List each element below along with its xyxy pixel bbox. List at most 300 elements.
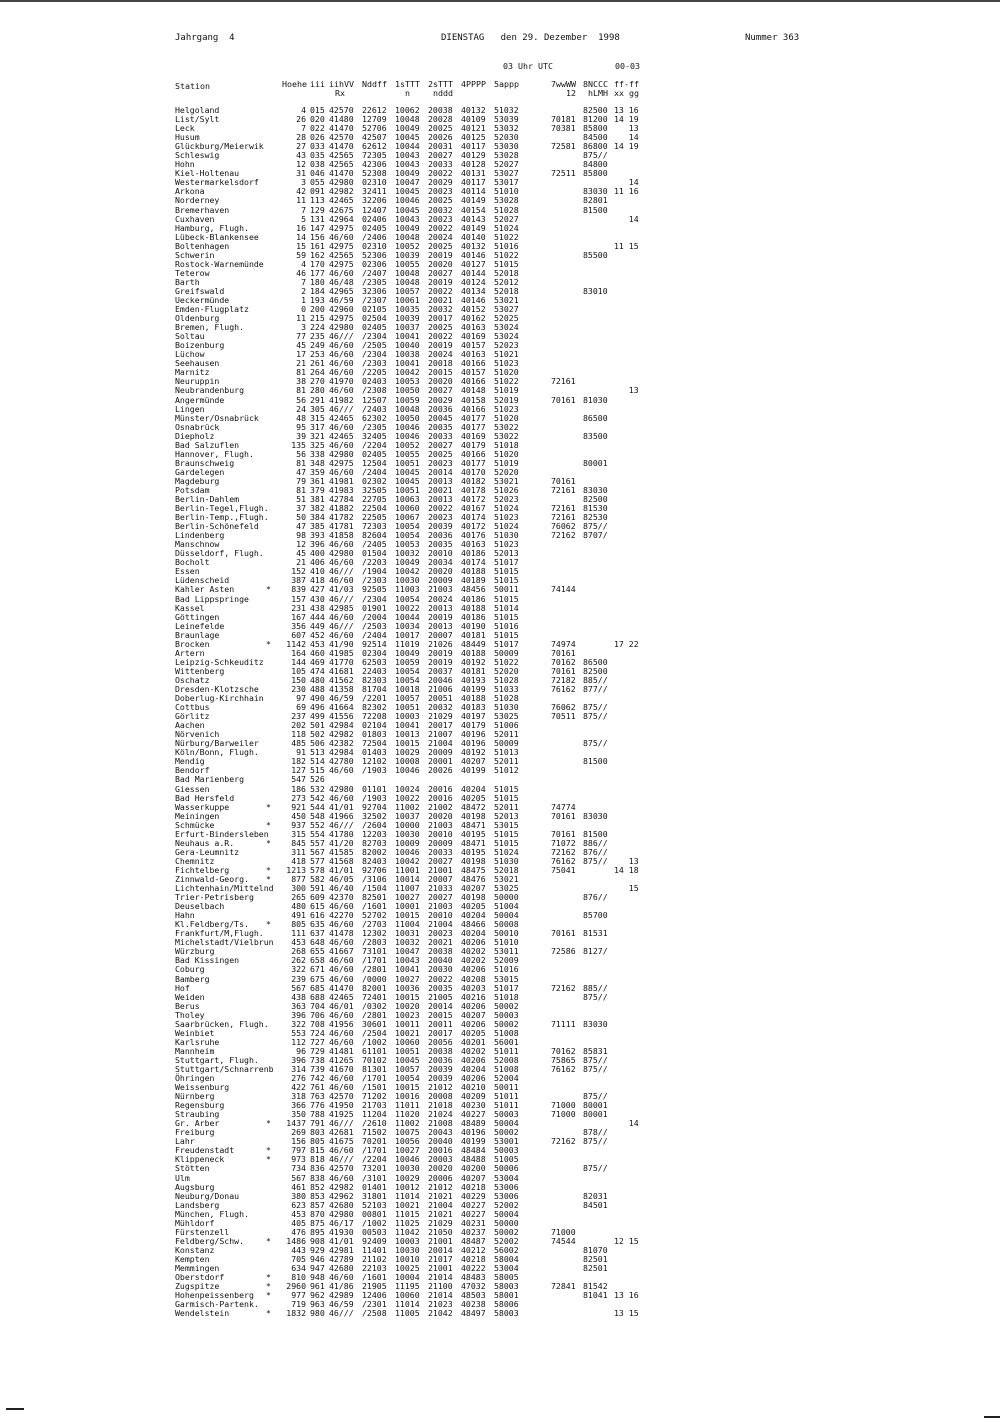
dewpoint-group: 20025 (428, 123, 453, 134)
pressure-group: 40207 (461, 1009, 486, 1020)
iihvv-group: 41982 (329, 394, 354, 405)
temperature-group: 10021 (395, 1027, 420, 1038)
cloud-group: 878// (583, 1127, 608, 1138)
gust-group: 14 19 (614, 114, 639, 125)
station-index: 224 (310, 322, 325, 333)
nddff-group: /2404 (362, 466, 387, 477)
station-name: Bad Hersfeld (175, 792, 235, 803)
pressure-group: 40170 (461, 466, 486, 477)
temperature-group: 10050 (395, 385, 420, 396)
station-index: 727 (310, 1036, 325, 1047)
station-name: Lahr (175, 1136, 195, 1147)
tendency-group: 51024 (494, 846, 519, 857)
tendency-group: 50011 (494, 584, 519, 595)
station-index: 305 (310, 403, 325, 414)
station-index: 444 (310, 611, 325, 622)
pressure-group: 40196 (461, 738, 486, 749)
col-4pppp: 4PPPP (461, 79, 486, 89)
iihvv-group: 42789 (329, 1253, 354, 1264)
tendency-group: 53028 (494, 195, 519, 206)
weather-group: 72161 (551, 484, 576, 495)
pressure-group: 40192 (461, 747, 486, 758)
station-name: Lichtenhain/Mittelnd (175, 883, 274, 894)
temperature-group: 10045 (395, 466, 420, 477)
temperature-group: 10054 (395, 593, 420, 604)
dewpoint-group: 20001 (428, 756, 453, 767)
station-name: Wendelstein (175, 1308, 230, 1319)
station-name: Hahn (175, 910, 195, 921)
temperature-group: 10001 (395, 901, 420, 912)
station-index: 449 (310, 620, 325, 631)
dewpoint-group: 21014 (428, 1290, 453, 1301)
pressure-group: 40154 (461, 204, 486, 215)
tendency-group: 51010 (494, 937, 519, 948)
cloud-group: 85800 (583, 168, 608, 179)
elevation: 51 (296, 494, 306, 505)
pressure-group: 40218 (461, 1181, 486, 1192)
station-index: 929 (310, 1244, 325, 1255)
iihvv-group: 42465 (329, 195, 354, 206)
station-index: 557 (310, 837, 325, 848)
temperature-group: 10014 (395, 873, 420, 884)
nddff-group: 01803 (362, 729, 387, 740)
elevation: 4 (301, 258, 306, 269)
mountain-marker: * (266, 584, 271, 595)
station-index: 761 (310, 1082, 325, 1093)
col-5appp: 5appp (494, 79, 519, 89)
station-index: 739 (310, 1063, 325, 1074)
dewpoint-group: 20019 (428, 611, 453, 622)
dewpoint-group: 20038 (428, 1045, 453, 1056)
nddff-group: 73101 (362, 946, 387, 957)
dewpoint-group: 20038 (428, 946, 453, 957)
cloud-group: 83010 (583, 285, 608, 296)
tendency-group: 51018 (494, 439, 519, 450)
pressure-group: 48489 (461, 1118, 486, 1129)
iihvv-group: 41562 (329, 674, 354, 685)
dewpoint-group: 21023 (428, 1299, 453, 1310)
nddff-group: /2801 (362, 1009, 387, 1020)
temperature-group: 10029 (395, 747, 420, 758)
station-index: 499 (310, 711, 325, 722)
dewpoint-group: 21003 (428, 819, 453, 830)
gust-group: 14 18 (614, 864, 639, 875)
station-name: Stuttgart, Flugh. (175, 1054, 259, 1065)
station-name: Berlin-Temp.,Flugh. (175, 512, 269, 523)
dewpoint-group: 21008 (428, 1118, 453, 1129)
temperature-group: 10003 (395, 1235, 420, 1246)
pressure-group: 40231 (461, 1217, 486, 1228)
weather-group: 72581 (551, 141, 576, 152)
tendency-group: 51015 (494, 783, 519, 794)
station-index: 193 (310, 294, 325, 305)
iihvv-group: 46/// (329, 593, 354, 604)
nddff-group: 72401 (362, 991, 387, 1002)
temperature-group: 10015 (395, 738, 420, 749)
station-name: Freiburg (175, 1127, 215, 1138)
station-index: 870 (310, 1208, 325, 1219)
cloud-group: 85500 (583, 249, 608, 260)
elevation: 1437 (286, 1118, 306, 1129)
dewpoint-group: 20039 (428, 1073, 453, 1084)
weather-group: 72841 (551, 1281, 576, 1292)
elevation: 15 (296, 240, 306, 251)
elevation: 69 (296, 702, 306, 713)
nddff-group: 92514 (362, 638, 387, 649)
tendency-group: 51033 (494, 684, 519, 694)
station-index: 704 (310, 1000, 325, 1011)
iihvv-group: 46/60 (329, 1272, 354, 1283)
temperature-group: 10031 (395, 928, 420, 939)
tendency-group: 51023 (494, 358, 519, 369)
tendency-group: 51019 (494, 385, 519, 396)
dewpoint-group: 21021 (428, 1208, 453, 1219)
elevation: 7 (301, 204, 306, 215)
dewpoint-group: 20026 (428, 765, 453, 776)
station-index: 685 (310, 982, 325, 993)
station-name: Düsseldorf, Flugh. (175, 548, 264, 559)
temperature-group: 10044 (395, 611, 420, 622)
temperature-group: 10024 (395, 783, 420, 794)
tendency-group: 52020 (494, 466, 519, 477)
station-index: 317 (310, 421, 325, 432)
nddff-group: 31801 (362, 1190, 387, 1201)
gust-group: 12 15 (614, 1235, 639, 1246)
elevation: 1213 (286, 864, 306, 875)
dewpoint-group: 20016 (428, 1145, 453, 1156)
station-index: 488 (310, 684, 325, 694)
tendency-group: 51011 (494, 1100, 519, 1111)
tendency-group: 53001 (494, 1136, 519, 1147)
dewpoint-group: 20019 (428, 656, 453, 667)
pressure-group: 40132 (461, 105, 486, 115)
station-index: 400 (310, 548, 325, 559)
station-name: Bremen, Flugh. (175, 322, 245, 333)
weather-group: 70161 (551, 828, 576, 839)
dewpoint-group: 20027 (428, 267, 453, 278)
station-index: 616 (310, 910, 325, 921)
station-index: 026 (310, 132, 325, 143)
col-1sttt: 1sTTT (395, 79, 420, 89)
station-name: Wasserkuppe (175, 801, 230, 812)
temperature-group: 10045 (395, 475, 420, 486)
elevation: 314 (291, 1063, 306, 1074)
station-index: 020 (310, 114, 325, 125)
tendency-group: 51032 (494, 105, 519, 115)
weather-group: 76162 (551, 684, 576, 694)
dewpoint-group: 20024 (428, 593, 453, 604)
dewpoint-group: 20027 (428, 855, 453, 866)
dewpoint-group: 20021 (428, 484, 453, 495)
iihvv-group: 46/48 (329, 276, 354, 287)
pressure-group: 40202 (461, 955, 486, 966)
iihvv-group: 41670 (329, 1063, 354, 1074)
dewpoint-group: 20007 (428, 873, 453, 884)
station-name: Michelstadt/Vielbrun (175, 937, 274, 948)
tendency-group: 51020 (494, 367, 519, 378)
elevation: 318 (291, 1091, 306, 1102)
station-index: 249 (310, 340, 325, 351)
nddff-group: 00503 (362, 1226, 387, 1237)
cloud-group: 85700 (583, 910, 608, 921)
issue-number: Nummer 363 (745, 33, 800, 43)
station-index: 501 (310, 720, 325, 731)
station-index: 963 (310, 1299, 325, 1310)
iihvv-group: 42982 (329, 729, 354, 740)
cloud-group: 85800 (583, 123, 608, 134)
tendency-group: 51030 (494, 530, 519, 541)
dewpoint-group: 20027 (428, 150, 453, 161)
tendency-group: 56002 (494, 1244, 519, 1255)
dewpoint-group: 20017 (428, 1027, 453, 1038)
cloud-group: 83500 (583, 430, 608, 441)
dewpoint-group: 20014 (428, 466, 453, 477)
pressure-group: 48471 (461, 837, 486, 848)
tendency-group: 52030 (494, 132, 519, 143)
weather-group: 70161 (551, 394, 576, 405)
pressure-group: 48456 (461, 584, 486, 595)
station-name: Magdeburg (175, 475, 220, 486)
nddff-group: /2405 (362, 539, 387, 550)
iihvv-group: 42980 (329, 783, 354, 794)
tendency-group: 52004 (494, 1073, 519, 1084)
iihvv-group: 42370 (329, 892, 354, 903)
tendency-group: 53024 (494, 331, 519, 342)
tendency-group: 53021 (494, 475, 519, 486)
iihvv-group: 46/// (329, 1154, 354, 1165)
elevation: 418 (291, 855, 306, 866)
elevation: 12 (296, 159, 306, 170)
gust-group: 13 16 (614, 105, 639, 115)
elevation: 491 (291, 910, 306, 921)
station-name: Angermünde (175, 394, 225, 405)
pressure-group: 40158 (461, 394, 486, 405)
nddff-group: 70102 (362, 1054, 387, 1065)
cloud-group: 875// (583, 1091, 608, 1102)
temperature-group: 10054 (395, 521, 420, 532)
iihvv-group: 46/60 (329, 1036, 354, 1047)
tendency-group: 53030 (494, 141, 519, 152)
weather-group: 74544 (551, 1235, 576, 1246)
dewpoint-group: 20039 (428, 1063, 453, 1074)
nddff-group: 62302 (362, 412, 387, 423)
elevation: 453 (291, 937, 306, 948)
tendency-group: 52009 (494, 955, 519, 966)
elevation: 7 (301, 276, 306, 287)
nddff-group: /2801 (362, 964, 387, 975)
station-name: Dresden-Klotzsche (175, 684, 259, 694)
dewpoint-group: 20014 (428, 1000, 453, 1011)
temperature-group: 10049 (395, 222, 420, 233)
elevation: 97 (296, 693, 306, 704)
nddff-group: 30601 (362, 1018, 387, 1029)
station-name: Nürnberg (175, 1091, 215, 1102)
station-index: 055 (310, 177, 325, 188)
iihvv-group: 46/// (329, 566, 354, 577)
tendency-group: 53006 (494, 1190, 519, 1201)
station-index: 022 (310, 123, 325, 134)
nddff-group: 92704 (362, 801, 387, 812)
station-index: 046 (310, 168, 325, 179)
pressure-group: 48487 (461, 1235, 486, 1246)
nddff-group: /0000 (362, 973, 387, 984)
elevation: 2960 (286, 1281, 306, 1292)
station-index: 215 (310, 313, 325, 324)
iihvv-group: 42980 (329, 177, 354, 188)
station-index: 506 (310, 738, 325, 749)
iihvv-group: 41480 (329, 114, 354, 125)
cloud-group: 83030 (583, 186, 608, 197)
tendency-group: 51030 (494, 855, 519, 866)
weather-group: 70162 (551, 1045, 576, 1056)
pressure-group: 40121 (461, 123, 486, 134)
dewpoint-group: 20017 (428, 313, 453, 324)
mountain-marker: * (266, 1281, 271, 1292)
station-name: Stuttgart/Schnarrenb (175, 1063, 274, 1074)
iihvv-group: 41470 (329, 141, 354, 152)
iihvv-group: 46/60 (329, 231, 354, 242)
iihvv-group: 42570 (329, 1163, 354, 1174)
elevation: 45 (296, 340, 306, 351)
nddff-group: /2308 (362, 385, 387, 396)
temperature-group: 10048 (395, 267, 420, 278)
pressure-group: 40117 (461, 141, 486, 152)
temperature-group: 10059 (395, 656, 420, 667)
station-name: Oschatz (175, 674, 210, 685)
station-name: Gr. Arber (175, 1118, 220, 1129)
cloud-group: 875// (583, 1136, 608, 1147)
elevation: 547 (291, 774, 306, 785)
mountain-marker: * (266, 873, 271, 884)
cloud-group: 875// (583, 738, 608, 749)
dewpoint-group: 21004 (428, 1199, 453, 1210)
elevation: 56 (296, 448, 306, 459)
temperature-group: 10044 (395, 141, 420, 152)
iihvv-group: 46/59 (329, 1299, 354, 1310)
nddff-group: 52706 (362, 123, 387, 134)
tendency-group: 52018 (494, 864, 519, 875)
nddff-group: /2803 (362, 937, 387, 948)
elevation: 273 (291, 792, 306, 803)
iihvv-group: 41781 (329, 521, 354, 532)
col-7wwww: 7wwWW (551, 79, 576, 89)
temperature-group: 11042 (395, 1226, 420, 1237)
dewpoint-group: 20010 (428, 828, 453, 839)
iihvv-group: 42270 (329, 910, 354, 921)
station-name: Kl.Feldberg/Ts. (175, 919, 249, 930)
tendency-group: 51015 (494, 258, 519, 269)
nddff-group: 22504 (362, 503, 387, 514)
station-name: Mühldorf (175, 1217, 215, 1228)
temperature-group: 11014 (395, 1190, 420, 1201)
station-name: Gardelegen (175, 466, 225, 477)
station-index: 480 (310, 674, 325, 685)
nddff-group: 82002 (362, 846, 387, 857)
cloud-group: 83030 (583, 1018, 608, 1029)
weather-group: 76162 (551, 1063, 576, 1074)
tendency-group: 51013 (494, 747, 519, 758)
tendency-group: 51024 (494, 503, 519, 514)
gust-group: 13 (614, 385, 639, 396)
tendency-group: 58001 (494, 1290, 519, 1301)
nddff-group: /1903 (362, 765, 387, 776)
pressure-group: 40179 (461, 720, 486, 731)
station-name: Rostock-Warnemünde (175, 258, 264, 269)
tendency-group: 51028 (494, 674, 519, 685)
iihvv-group: 41478 (329, 928, 354, 939)
elevation: 26 (296, 114, 306, 125)
temperature-group: 10050 (395, 412, 420, 423)
elevation: 0 (301, 304, 306, 315)
nddff-group: /2305 (362, 276, 387, 287)
cloud-group: 85831 (583, 1045, 608, 1056)
elevation: 7 (301, 123, 306, 134)
weather-group: 74774 (551, 801, 576, 812)
cloud-group: 82501 (583, 1253, 608, 1264)
station-index: 805 (310, 1136, 325, 1147)
dewpoint-group: 21004 (428, 919, 453, 930)
pressure-group: 40205 (461, 792, 486, 803)
pressure-group: 40188 (461, 602, 486, 613)
dewpoint-group: 21002 (428, 801, 453, 812)
pressure-group: 40195 (461, 828, 486, 839)
pressure-group: 40186 (461, 548, 486, 559)
pressure-group: 40199 (461, 765, 486, 776)
observation-range: 00-03 (615, 61, 640, 71)
nddff-group: /2604 (362, 819, 387, 830)
station-name: Gera-Leumnitz (175, 846, 240, 857)
station-name: Marnitz (175, 367, 210, 378)
iihvv-group: 42975 (329, 457, 354, 468)
pressure-group: 48475 (461, 864, 486, 875)
nddff-group: 52702 (362, 910, 387, 921)
station-index: 708 (310, 1018, 325, 1029)
elevation: 38 (296, 376, 306, 387)
temperature-group: 11007 (395, 883, 420, 894)
mountain-marker: * (266, 819, 271, 830)
weather-group: 71111 (551, 1018, 576, 1029)
station-name: Coburg (175, 964, 205, 975)
gust-group: 14 (614, 132, 639, 143)
station-index: 908 (310, 1235, 325, 1246)
elevation: 11 (296, 313, 306, 324)
nddff-group: 22403 (362, 665, 387, 676)
temperature-group: 10043 (395, 159, 420, 170)
tendency-group: 51011 (494, 1045, 519, 1056)
cloud-group: 81070 (583, 1244, 608, 1255)
nddff-group: /3101 (362, 1172, 387, 1183)
nddff-group: 32206 (362, 195, 387, 206)
station-name: Neubrandenburg (175, 385, 245, 396)
tendency-group: 50009 (494, 738, 519, 749)
station-name: Bendorf (175, 765, 210, 776)
dewpoint-group: 20023 (428, 928, 453, 939)
nddff-group: 02405 (362, 222, 387, 233)
nddff-group: 82001 (362, 982, 387, 993)
temperature-group: 10025 (395, 1263, 420, 1273)
tendency-group: 51020 (494, 448, 519, 459)
temperature-group: 10051 (395, 484, 420, 495)
iihvv-group: 46/60 (329, 385, 354, 396)
nddff-group: 81704 (362, 684, 387, 694)
weather-group: 75865 (551, 1054, 576, 1065)
cloud-group: 8707/ (583, 530, 608, 541)
dewpoint-group: 20028 (428, 114, 453, 125)
date-label: DIENSTAG den 29. Dezember 1998 (441, 33, 620, 43)
pressure-group: 40166 (461, 403, 486, 414)
cloud-group: 82500 (583, 105, 608, 115)
dewpoint-group: 21001 (428, 1263, 453, 1273)
